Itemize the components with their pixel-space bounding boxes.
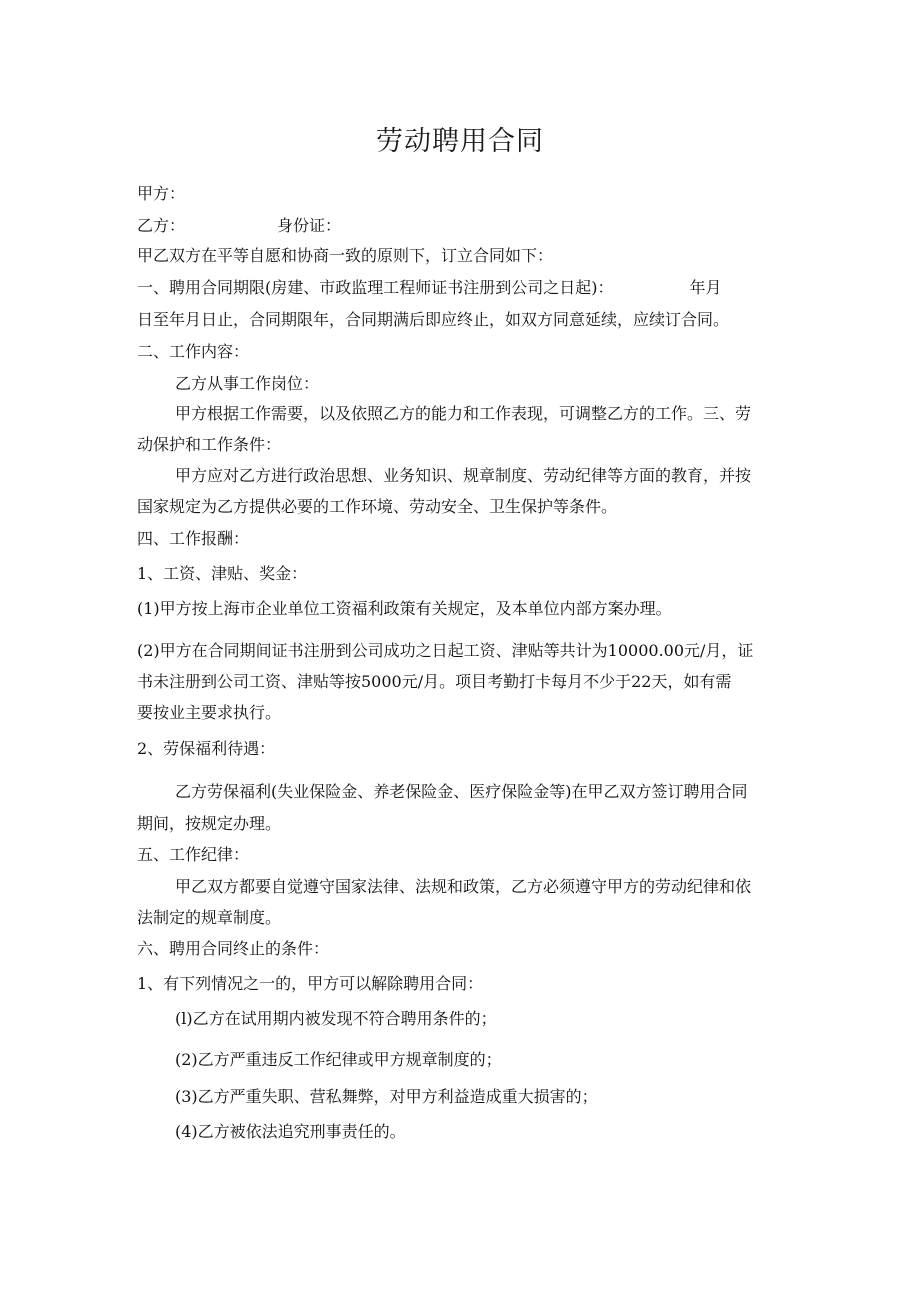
- termination-item-3: (3)乙方严重失职、营私舞弊，对甲方利益造成重大损害的；: [175, 1087, 598, 1106]
- work-post-line: 乙方从事工作岗位：: [175, 374, 320, 393]
- discipline-line2: 法制定的规章制度。: [137, 908, 282, 927]
- salary-policy-line: (1)甲方按上海市企业单位工资福利政策有关规定，及本单位内部方案办理。: [137, 599, 672, 618]
- section-4-heading: 四、工作报酬：: [137, 529, 250, 548]
- section-5-heading: 五、工作纪律：: [137, 845, 250, 864]
- protection-line1: 甲方应对乙方进行政治思想、业务知识、规章制度、劳动纪律等方面的教育，并按: [175, 466, 752, 485]
- termination-item-1: (l)乙方在试用期内被发现不符合聘用条件的；: [175, 1009, 497, 1028]
- work-adjust-line1: 甲方根据工作需要，以及依照乙方的能力和工作表现，可调整乙方的工作。三、劳: [175, 404, 752, 423]
- term-start-year-month: 年月: [689, 278, 722, 297]
- term-clause-text: 一、聘用合同期限(房建、市政监理工程师证书注册到公司之日起)：: [137, 278, 614, 297]
- party-b-label: 乙方：: [137, 216, 186, 235]
- section-2-heading: 二、工作内容：: [137, 342, 250, 361]
- termination-heading: 1、有下列情况之一的，甲方可以解除聘用合同：: [137, 974, 484, 993]
- welfare-heading: 2、劳保福利待遇：: [137, 739, 276, 758]
- work-adjust-line2: 动保护和工作条件：: [137, 435, 282, 454]
- termination-item-4: (4)乙方被依法追究刑事责任的。: [175, 1122, 406, 1141]
- protection-line2: 国家规定为乙方提供必要的工作环境、劳动安全、卫生保护等条件。: [137, 497, 618, 516]
- welfare-line2: 期间，按规定办理。: [137, 814, 282, 833]
- salary-amount-line2: 书未注册到公司工资、津贴等按5000元/月。项目考勤打卡每月不少于22天，如有需: [137, 672, 732, 691]
- welfare-line1: 乙方劳保福利(失业保险金、养老保险金、医疗保险金等)在甲乙双方签订聘用合同: [175, 782, 748, 801]
- salary-heading: 1、工资、津贴、奖金：: [137, 564, 308, 583]
- party-a-label: 甲方：: [137, 184, 186, 203]
- salary-amount-line1: (2)甲方在合同期间证书注册到公司成功之日起工资、津贴等共计为10000.00元/月，证: [137, 641, 754, 660]
- intro-text: 甲乙双方在平等自愿和协商一致的原则下，订立合同如下：: [137, 246, 554, 265]
- discipline-line1: 甲乙双方都要自觉遵守国家法律、法规和政策，乙方必须遵守甲方的劳动纪律和依: [175, 877, 752, 896]
- party-b-line: [137, 215, 787, 237]
- section-6-heading: 六、聘用合同终止的条件：: [137, 939, 330, 958]
- term-clause-line1: [137, 277, 787, 299]
- id-card-label: 身份证：: [277, 216, 342, 235]
- document-title: 劳动聘用合同: [376, 126, 544, 157]
- termination-item-2: (2)乙方严重违反工作纪律或甲方规章制度的；: [175, 1050, 502, 1069]
- term-clause-line2: 日至年月日止，合同期限年，合同期满后即应终止，如双方同意延续，应续订合同。: [137, 310, 730, 329]
- salary-amount-line3: 要按业主要求执行。: [137, 703, 282, 722]
